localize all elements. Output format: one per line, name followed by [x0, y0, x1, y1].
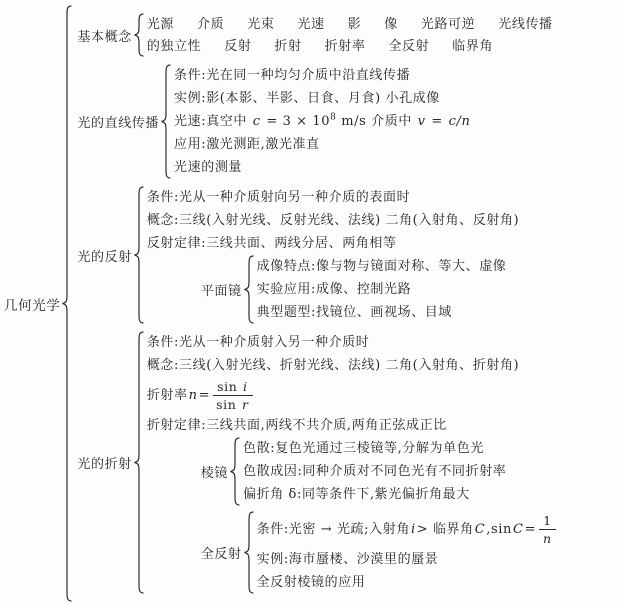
- exponent: 8: [330, 112, 337, 123]
- speed-unit: m/s 介质中: [336, 114, 417, 129]
- total-reflection-brace: [243, 511, 255, 594]
- reflection-concept-item: 概念:三线(入射光线、反射光线、法线) 二角(入射角、反射角): [146, 213, 520, 228]
- total-inequality: > 临界角: [416, 522, 474, 537]
- speed-equation-2: =: [426, 114, 448, 129]
- var-i: i: [242, 379, 248, 394]
- total-reflection-label: 全反射: [200, 547, 242, 562]
- refraction-children: [145, 331, 559, 594]
- prism-children: [241, 437, 506, 506]
- refraction-label: 光的折射: [77, 457, 132, 472]
- concept-term: 光路可逆: [420, 16, 476, 32]
- fraction-denominator: [216, 396, 249, 412]
- linear-application-item: 应用:激光测距,激光准直: [174, 137, 320, 152]
- speed-text: 光速:真空中: [174, 114, 252, 129]
- var-c-over-n: c/n: [448, 114, 471, 129]
- root-node: [2, 5, 621, 602]
- mirror-experiment-item: 实验应用:成像、控制光路: [256, 282, 412, 297]
- plane-mirror-children: [255, 255, 507, 324]
- index-text: 折射率: [146, 388, 188, 403]
- basic-concepts-row-2: [147, 35, 553, 57]
- basic-concepts-label: 基本概念: [77, 29, 132, 45]
- var-C: C: [474, 522, 486, 537]
- prism-brace: [229, 437, 241, 506]
- var-v: v: [417, 114, 426, 129]
- sin-function: sin: [216, 397, 241, 412]
- section-basic-concepts: [75, 13, 621, 57]
- refraction-condition-item: 条件:光从一种介质射入另一种介质时: [146, 335, 370, 350]
- total-sin-text: ,sin: [486, 522, 513, 537]
- concept-term: 影: [347, 16, 362, 32]
- total-application-item: 全反射棱镜的应用: [256, 575, 366, 590]
- var-i: i: [410, 522, 416, 537]
- refraction-brace: [133, 331, 145, 594]
- basic-concepts-row-1: [147, 13, 553, 35]
- concept-term: 反射: [224, 38, 252, 54]
- index-equals: =: [198, 388, 211, 403]
- total-example-item: 实例:海市蜃楼、沙漠里的蜃景: [256, 552, 439, 567]
- total-condition-text: 条件:光密 → 光疏;入射角: [256, 522, 410, 537]
- total-reflection-children: [255, 511, 559, 594]
- total-condition-item: [257, 511, 559, 548]
- refraction-law-item: 折射定律:三线共面,两线不共介质,两角正弦成正比: [146, 418, 447, 433]
- reflection-law-item: 反射定律:三线共面、两线分居、两角相等: [146, 236, 397, 251]
- linear-speed-item: [174, 110, 471, 133]
- section-refraction: [75, 331, 621, 594]
- subsection-prism: [199, 437, 559, 506]
- reflection-condition-item: 条件:光从一种介质射向另一种介质的表面时: [146, 190, 411, 205]
- var-c: c: [252, 114, 261, 129]
- total-equals: =: [524, 522, 537, 537]
- concept-term: 像: [384, 16, 398, 32]
- linear-condition-item: 条件:光在同一种均匀介质中沿直线传播: [174, 68, 411, 83]
- linear-propagation-label: 光的直线传播: [77, 116, 160, 131]
- plane-mirror-brace: [243, 255, 255, 324]
- sine-fraction: [213, 379, 252, 412]
- concept-term: 光速: [297, 16, 325, 32]
- var-n: n: [188, 388, 198, 403]
- refraction-concept-item: 概念:三线(入射光线、折射光线、法线) 二角(入射角、折射角): [146, 358, 520, 373]
- concept-term: 的独立性: [146, 38, 202, 54]
- linear-propagation-brace: [160, 64, 172, 179]
- fraction-denominator: n: [543, 531, 552, 546]
- linear-propagation-children: [172, 64, 471, 179]
- mirror-problems-item: 典型题型:找镜位、画视场、目域: [256, 305, 453, 320]
- prism-dispersion-item: 色散:复色光通过三棱镜等,分解为单色光: [243, 441, 484, 456]
- fraction-numerator: [213, 379, 252, 396]
- concept-term: 全反射: [388, 38, 430, 54]
- basic-concepts-brace: [133, 13, 145, 57]
- prism-deflection-item: 偏折角 δ:同等条件下,紫光偏折角最大: [243, 487, 470, 502]
- linear-measure-item: 光速的测量: [174, 160, 243, 175]
- reflection-label: 光的反射: [77, 249, 132, 265]
- concept-term: 光束: [247, 16, 275, 32]
- section-linear-propagation: [75, 64, 621, 179]
- concept-term: 光线传播: [498, 16, 553, 32]
- concept-term: 光源: [146, 16, 175, 32]
- concept-term: 折射: [274, 38, 302, 54]
- sin-function: sin: [217, 379, 242, 394]
- var-C: C: [513, 522, 524, 537]
- critical-angle-fraction: [539, 513, 556, 546]
- fraction-numerator: 1: [539, 513, 556, 530]
- prism-cause-item: 色散成因:同种介质对不同色光有不同折射率: [243, 464, 507, 479]
- reflection-children: [145, 186, 519, 324]
- basic-concepts-children: [145, 13, 553, 57]
- root-children: [73, 13, 621, 594]
- refraction-index-item: [147, 377, 559, 414]
- speed-equation: = 3 × 10: [261, 114, 331, 129]
- mirror-imaging-item: 成像特点:像与物与镜面对称、等大、虚像: [256, 259, 507, 274]
- subsection-plane-mirror: [199, 255, 519, 324]
- reflection-brace: [133, 186, 145, 324]
- linear-example-item: 实例:影(本影、半影、日食、月食) 小孔成像: [174, 91, 440, 106]
- concept-term: 折射率: [324, 38, 366, 54]
- plane-mirror-label: 平面镜: [200, 284, 242, 299]
- subsection-total-reflection: [199, 511, 559, 594]
- prism-label: 棱镜: [200, 466, 229, 481]
- root-label: 几何光学: [4, 297, 61, 314]
- root-brace: [61, 5, 73, 602]
- var-r: r: [241, 397, 249, 412]
- concept-term: 临界角: [452, 38, 494, 54]
- concept-term: 介质: [197, 16, 225, 32]
- section-reflection: [75, 186, 621, 324]
